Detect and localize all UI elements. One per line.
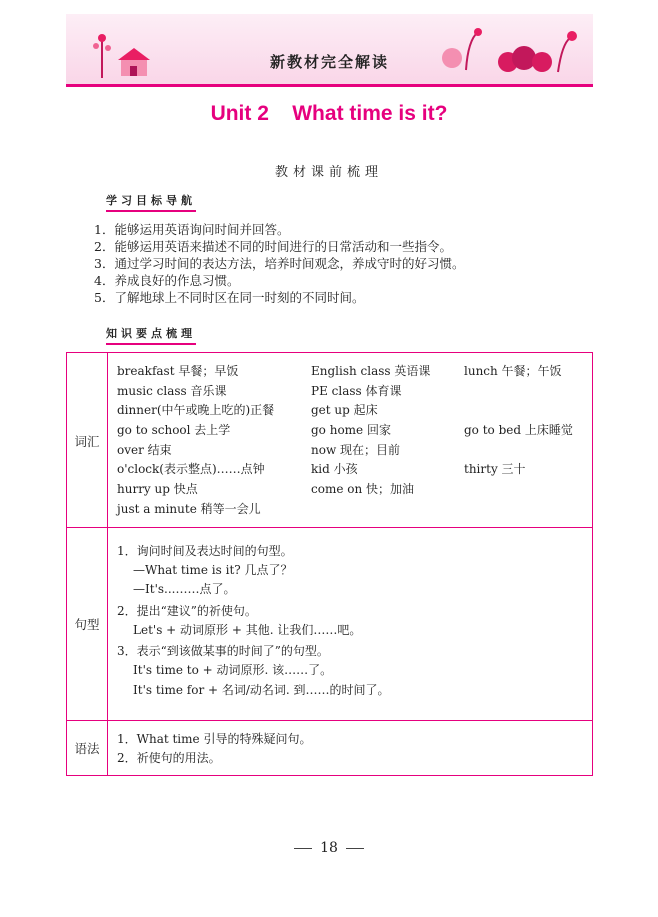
knowledge-table	[66, 352, 593, 776]
vocab-item: go to school 去上学	[117, 423, 231, 437]
vocab-item: over 结束	[117, 443, 172, 457]
goals-heading: 学习目标导航	[106, 192, 196, 212]
vocab-item: come on 快；加油	[311, 482, 415, 496]
vocab-item: get up 起床	[311, 403, 378, 417]
vocab-item: o'clock(表示整点)……点钟	[117, 462, 265, 476]
page-number-text: 18	[320, 840, 338, 856]
vocab-item: thirty 三十	[464, 462, 526, 476]
vocab-item: music class 音乐课	[117, 384, 227, 398]
list-item: 1．能够运用英语询问时间并回答。	[94, 222, 290, 237]
unit-title: Unit 2 What time is it?	[210, 102, 448, 125]
vocab-item: breakfast 早餐；早饭	[117, 364, 239, 378]
vocab-item: kid 小孩	[311, 462, 358, 476]
pattern-line: —What time is it? 几点了？	[133, 563, 293, 577]
vocab-item: PE class 体育课	[311, 384, 402, 398]
knowledge-heading: 知识要点梳理	[106, 325, 196, 345]
vocab-item: lunch 午餐；午饭	[464, 364, 562, 378]
vocab-row	[67, 353, 592, 528]
pattern-line: 3．表示“到该做某事的时间了”的句型。	[117, 644, 329, 658]
pattern-line: 2．提出“建议”的祈使句。	[117, 604, 257, 618]
patterns-row	[67, 527, 592, 721]
grammar-label: 语法	[74, 741, 100, 756]
pattern-line: It's time to + 动词原形. 该……了。	[133, 663, 333, 677]
vocab-item: go to bed 上床睡觉	[464, 423, 573, 437]
page-number	[0, 840, 658, 856]
grammar-row	[67, 720, 592, 775]
list-item: 2．能够运用英语来描述不同的时间进行的日常活动和一些指令。	[94, 239, 452, 254]
vocab-item: go home 回家	[311, 423, 391, 437]
section-title: 教材课前梳理	[274, 165, 383, 180]
list-item: 5．了解地球上不同时区在同一时刻的不同时间。	[94, 290, 365, 305]
pattern-line: —It's...……点了。	[133, 582, 236, 596]
goals-list	[94, 221, 464, 306]
grammar-line: 2．祈使句的用法。	[117, 751, 221, 765]
vocab-item: hurry up 快点	[117, 482, 198, 496]
page-dash-right	[346, 848, 364, 849]
vocab-item: dinner(中午或晚上吃的)正餐	[117, 403, 275, 417]
grammar-line: 1．What time 引导的特殊疑问句。	[117, 732, 312, 746]
pattern-line: 1．询问时间及表达时间的句型。	[117, 544, 293, 558]
vocab-item: English class 英语课	[311, 364, 431, 378]
vocab-label: 词汇	[74, 434, 100, 449]
patterns-label: 句型	[74, 617, 100, 632]
pattern-line: It's time for + 名词/动名词. 到……的时间了。	[133, 683, 390, 697]
list-item: 3．通过学习时间的表达方法，培养时间观念，养成守时的好习惯。	[94, 256, 465, 271]
header-banner	[66, 14, 593, 87]
vocab-item: just a minute 稍等一会儿	[117, 502, 261, 516]
page-dash-left	[294, 848, 312, 849]
list-item: 4．养成良好的作息习惯。	[94, 273, 240, 288]
pattern-line: Let's + 动词原形 + 其他. 让我们……吧。	[133, 623, 362, 637]
header-title: 新教材完全解读	[269, 53, 389, 71]
vocab-item: now 现在；目前	[311, 443, 401, 457]
